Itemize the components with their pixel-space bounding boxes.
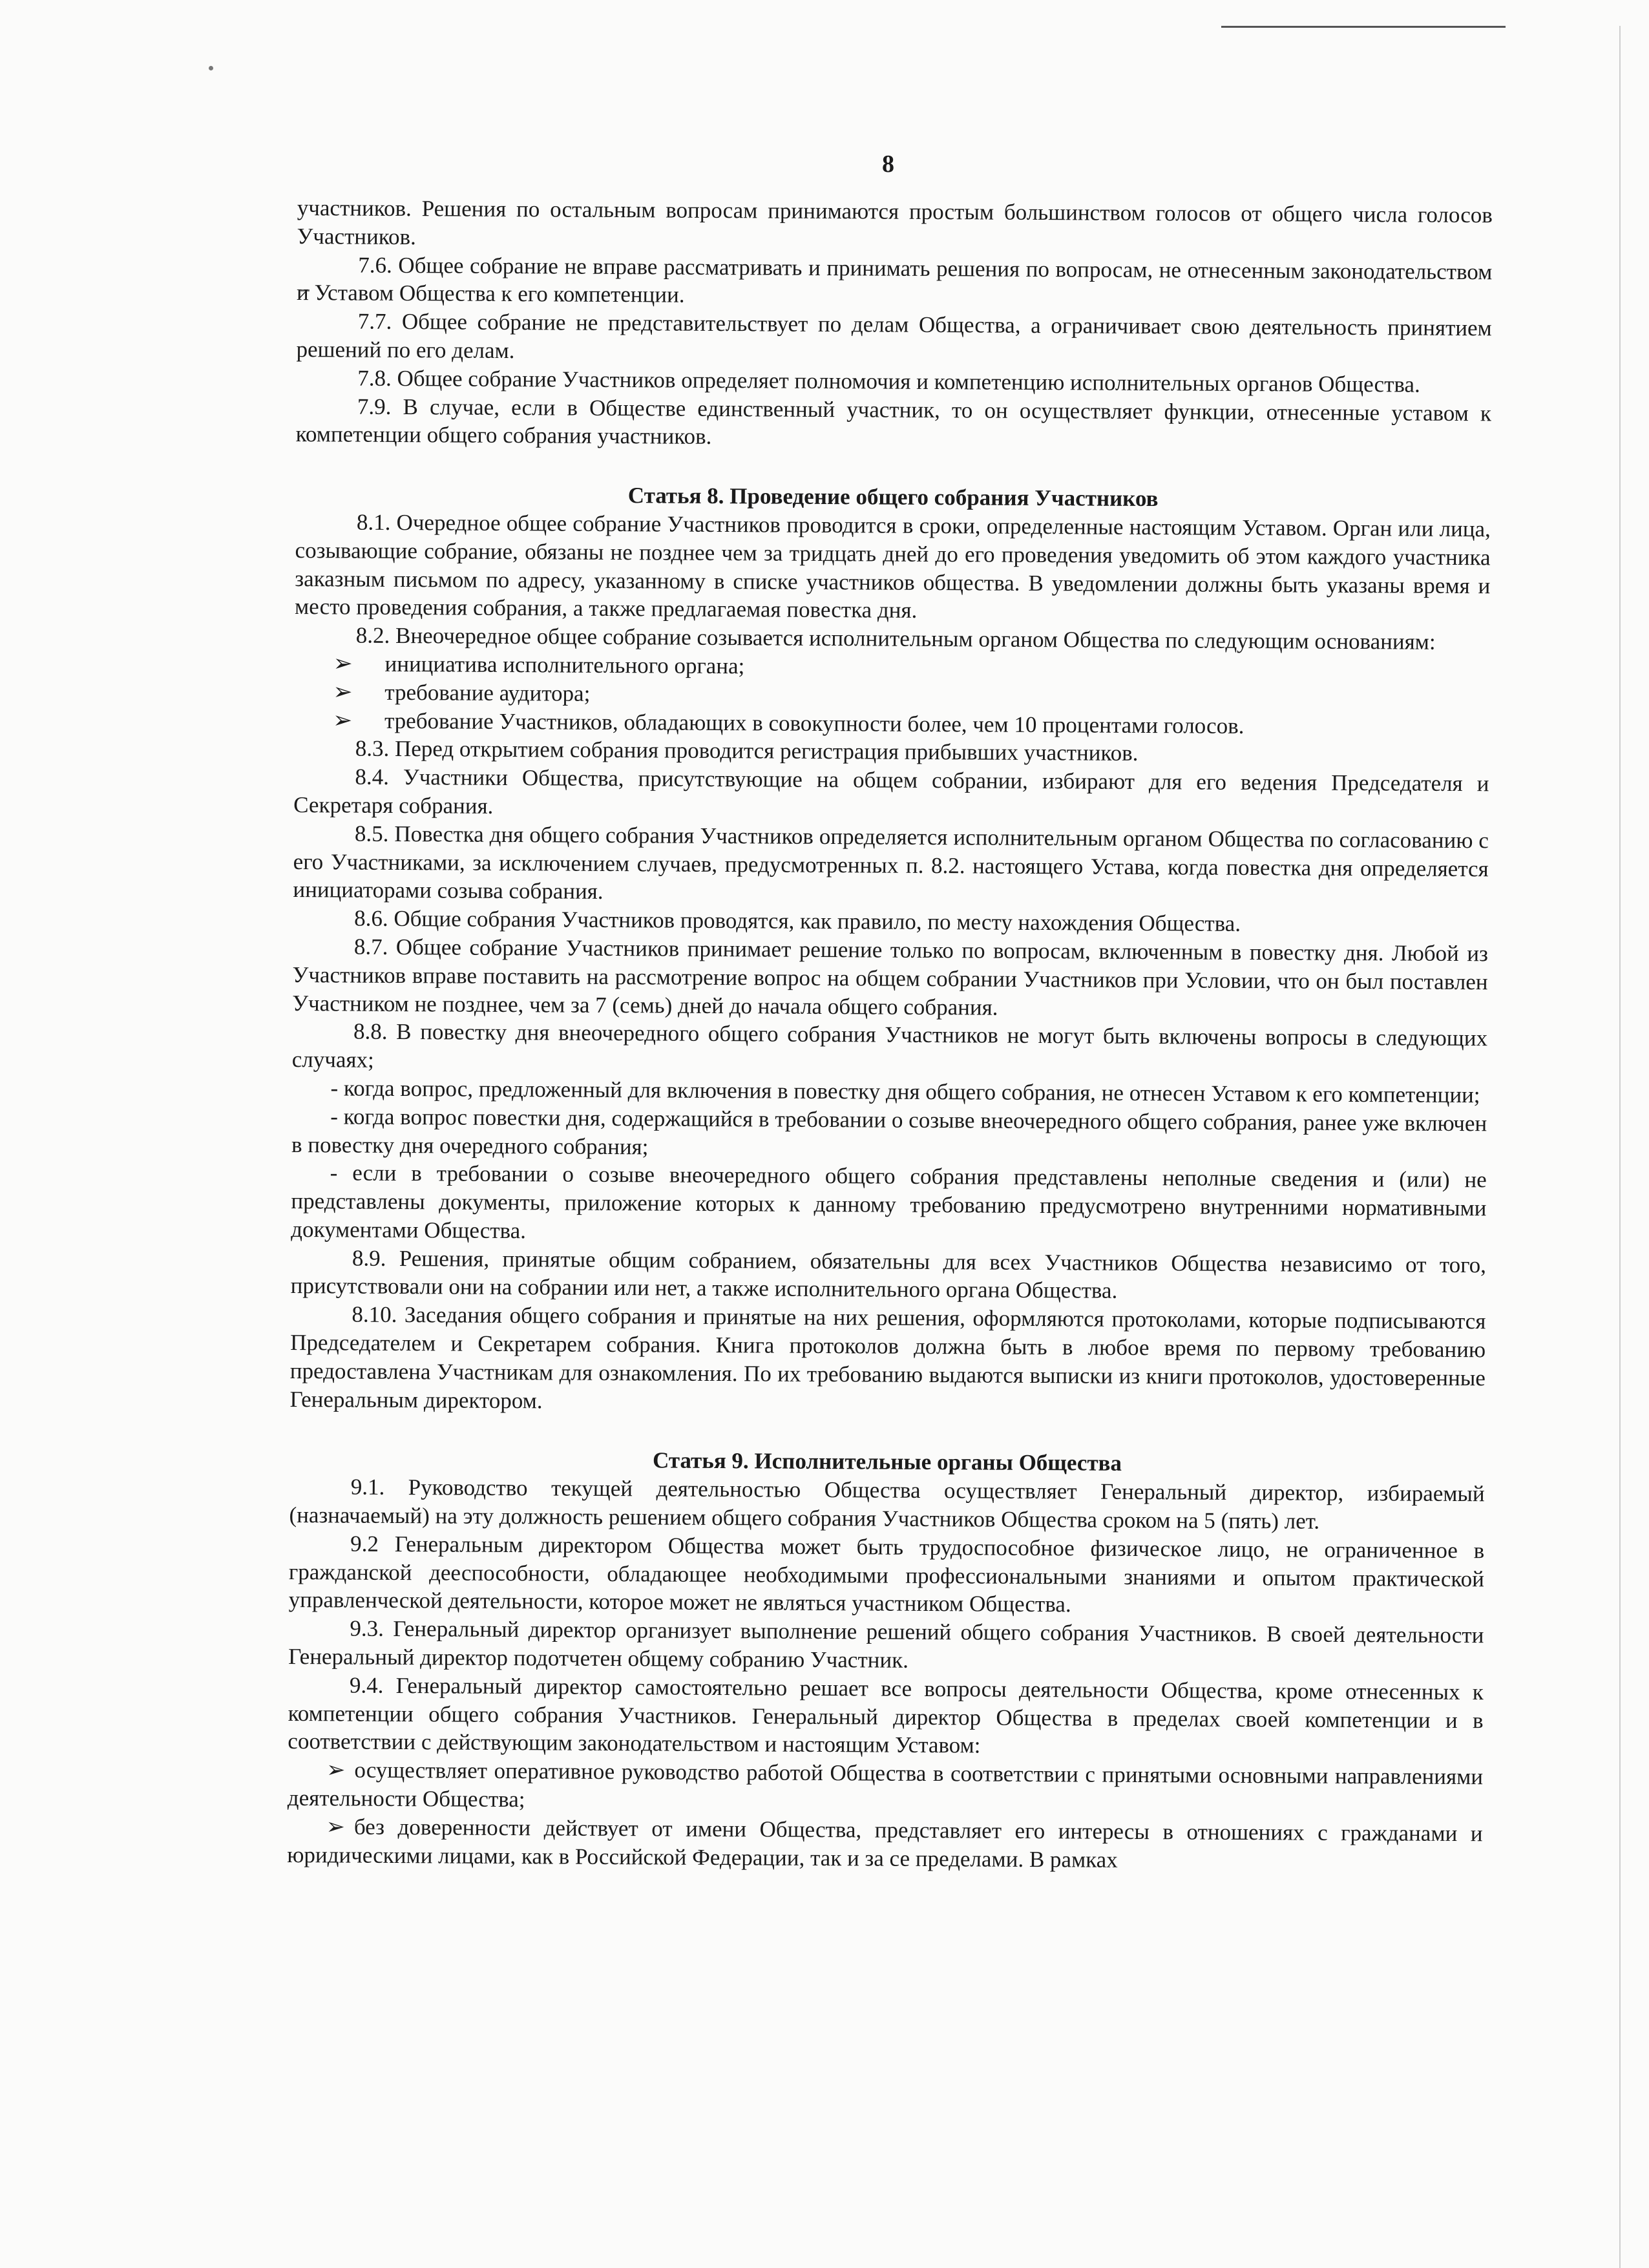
list-item: [288, 1756, 1484, 1820]
paragraph: 8.2. Внеочередное общее собрание созывается исполнительным органом Общества по следующим основаниям:: [355, 622, 1436, 655]
paragraph: 8.5. Повестка дня общего собрания Участников определяется исполнительным органом Общества по согласованию с его Участниками, за исключением случаев, предусмотренных п. 8.2. настоящего Устава, когда повестка дня определяется инициаторами созыва собрания.: [293, 821, 1489, 905]
list-item-text: требование аудитора;: [384, 679, 591, 706]
paragraph: 8.6. Общие собрания Участников проводятся, как правило, по месту нахождения Общества.: [354, 905, 1241, 937]
list-item-text: требование Участников, обладающих в совокупности более, чем 10 процентами голосов.: [384, 708, 1245, 739]
arrow-bullet-icon: ➢: [333, 678, 353, 705]
paragraph: 7.8. Общее собрание Участников определяет полномочия и компетенцию исполнительных органов Общества.: [357, 365, 1420, 397]
paragraph: участников. Решения по остальным вопросам принимаются простым большинством голосов от общего числа голосов Участников.: [297, 194, 1493, 249]
section-heading: Статья 9. Исполнительные органы Общества: [652, 1447, 1122, 1476]
dash-list-item: - когда вопрос повестки дня, содержащийся в требовании о созыве внеочередного общего собрания, ранее уже включен в повестку дня очередного собрания;: [291, 1104, 1487, 1159]
scan-speck: [209, 66, 213, 70]
paragraph: 8.4. Участники Общества, присутствующие на общем собрании, избирают для его ведения Председателя и Секретаря собрания.: [293, 764, 1489, 819]
scan-edge-shadow: [1619, 26, 1621, 2268]
paragraph: 9.4. Генеральный директор самостоятельно решает все вопросы деятельности Общества, кроме отнесенных к компетенции общего собрания Участников. Генеральный директор Общества в пределах своей компетенции и в соответствии с действующим законодательством и настоящим Уставом:: [288, 1672, 1484, 1758]
list-item: [287, 1812, 1483, 1876]
page-number: 8: [882, 151, 894, 178]
paragraph: 9.1. Руководство текущей деятельностью Общества осуществляет Генеральный директор, избираемый (назначаемый) на эту должность решением общего собрания Участников Общества сроком на 5 (пять) лет.: [289, 1474, 1485, 1534]
paragraph: 7.9. В случае, если в Обществе единственный участник, то он осуществляет функции, отнесенные уставом к компетенции общего собрания участников.: [295, 394, 1492, 450]
section-heading: Статья 8. Проведение общего собрания Участников: [627, 483, 1159, 512]
paragraph: 9.2 Генеральным директором Общества может быть трудоспособное физическое лицо, не ограниченное в гражданской дееспособности, обладающее необходимыми профессиональными знаниями и опытом практической управленческой деятельности, которое может не являться участником Общества.: [288, 1531, 1485, 1617]
arrow-bullet-icon: ➢: [326, 1757, 346, 1783]
arrow-bullet-icon: ➢: [333, 650, 353, 677]
paragraph: 8.7. Общее собрание Участников принимает решение только по вопросам, включенным в повестку дня. Любой из Участников вправе поставить на рассмотрение вопрос на общем собрании Участников при Условии, что он был поставлен Участником не позднее, чем за 7 (семь) дней до начала общего собрания.: [292, 934, 1488, 1020]
paragraph: 9.3. Генеральный директор организует выполнение решений общего собрания Участников. В своей деятельности Генеральный директор подотчетен общему собранию Участник.: [288, 1615, 1484, 1673]
paragraph: 8.10. Заседания общего собрания и принятые на них решения, оформляются протоколами, которые подписываются Председателем и Секретарем собрания. Книга протоколов должна быть в любое время по первому требованию предоставлена Участникам для ознакомления. По их требованию выдаются выписки из книги протоколов, удостоверенные Генеральным директором.: [289, 1301, 1486, 1414]
arrow-bullet-icon: ➢: [332, 706, 353, 733]
scan-edge-line: [1221, 26, 1506, 28]
paragraph: 8.9. Решения, принятые общим собранием, обязательны для всех Участников Общества независимо от того, присутствовали они на собрании или нет, а также исполнительного органа Общества.: [290, 1245, 1487, 1304]
dash-list-item: - если в требовании о созыве внеочередного общего собрания представлены неполные сведения и (или) не представлены документы, приложение которых к данному требованию предусмотрено внутренними нормативными документами Общества.: [291, 1160, 1487, 1244]
list-item-text: без доверенности действует от имени Общества, представляет его интересы в отношениях с гражданами и юридическими лицами, как в Российской Федерации, так и за се пределами. В рамках: [287, 1814, 1483, 1873]
paragraph: 8.3. Перед открытием собрания проводится регистрация прибывших участников.: [355, 735, 1139, 766]
list-item-text: инициатива исполнительного органа;: [384, 651, 745, 679]
paragraph: 8.1. Очередное общее собрание Участников проводится в сроки, определенные настоящим Уставом. Орган или лица, созывающие собрание, обязаны не позднее чем за тридцать дней до его проведения уведомить об этом каждого участника заказным письмом по адресу, указанному в списке участников общества. В уведомлении должны быть указаны время и место проведения собрания, а также предлагаемая повестка дня.: [294, 509, 1491, 624]
paragraph: 7.7. Общее собрание не представительствует по делам Общества, а ограничивает свою деятельность принятием решений по его делам.: [296, 308, 1492, 364]
list-item-text: осуществляет оперативное руководство работой Общества в соответствии с принятыми основными направлениями деятельности Общества;: [287, 1757, 1484, 1812]
dash-list-item: - когда вопрос, предложенный для включения в повестку дня общего собрания, не отнесен Уставом к его компетенции;: [330, 1075, 1480, 1108]
document-body: [287, 194, 1493, 1876]
paragraph: 8.8. В повестку дня внеочередного общего собрания Участников не могут быть включены вопросы в следующих случаях;: [291, 1018, 1488, 1073]
paragraph: 7.6. Общее собрание не вправе рассматривать и принимать решения по вопросам, не отнесенным законодательством и Уставом Общества к его компетенции.: [296, 252, 1493, 308]
arrow-bullet-icon: ➢: [326, 1814, 346, 1840]
